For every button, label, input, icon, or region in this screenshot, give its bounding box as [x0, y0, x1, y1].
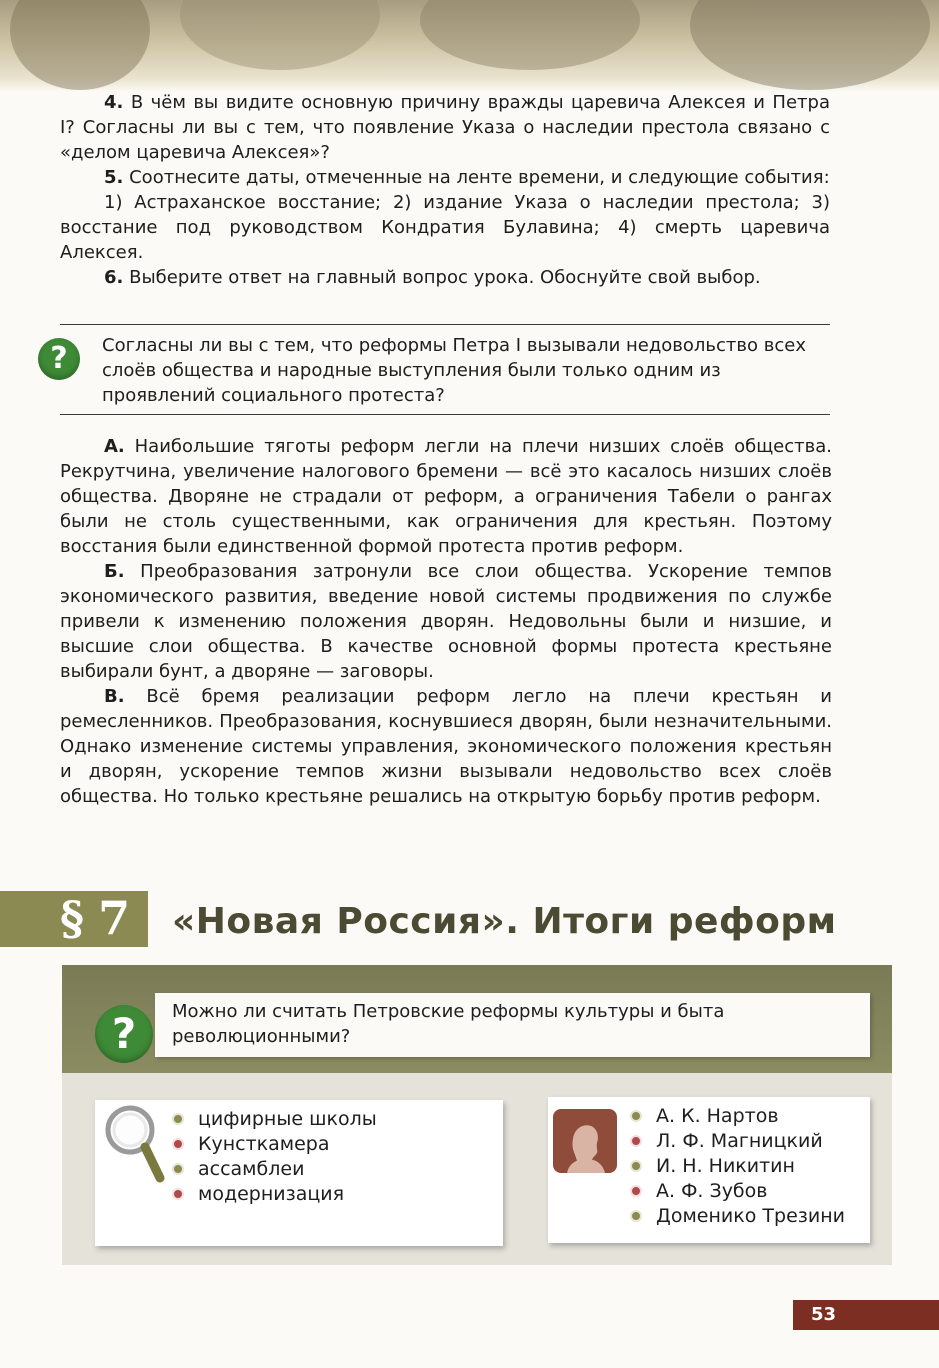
page-number: 53	[793, 1300, 939, 1330]
magnifier-icon	[100, 1100, 170, 1190]
question-mark-icon: ?	[38, 338, 80, 380]
key-terms-list	[172, 1107, 377, 1207]
answer-b: Б. Преобразования затронули все слои общества. Ускорение темпов экономического развития, введение новой системы продвижения по службе привели к изменению положения дворян. Недовольны были и низшие, и высшие слои общества. В качестве основной формы протеста крестьяне выбирали бунт, а дворяне — заговоры.	[60, 561, 832, 682]
bullet-icon	[630, 1135, 642, 1147]
problem-question: Согласны ли вы с тем, что реформы Петра I вызывали недовольство всех слоёв общества и народные выступления были только одним из проявлений социального протеста?	[102, 335, 806, 406]
divider-top	[60, 324, 830, 325]
list-item: модернизация	[172, 1182, 377, 1207]
bullet-icon	[172, 1113, 184, 1125]
bullet-icon	[630, 1210, 642, 1222]
question-4: 4. В чём вы видите основную причину вражды царевича Алексея и Петра I? Согласны ли вы с тем, что появление Указа о наследии престола связано с «делом царевича Алексея»?	[60, 92, 830, 163]
bullet-icon	[172, 1188, 184, 1200]
list-item: цифирные школы	[172, 1107, 377, 1132]
bullet-icon	[172, 1138, 184, 1150]
question-6: 6. Выберите ответ на главный вопрос урока. Обоснуйте свой выбор.	[104, 267, 761, 288]
section-number: § 7	[60, 891, 130, 945]
list-item: Кунсткамера	[172, 1132, 377, 1157]
bullet-icon	[172, 1163, 184, 1175]
answer-options	[60, 434, 832, 809]
lesson-question: Можно ли считать Петровские реформы культуры и быта революционными?	[172, 1001, 725, 1047]
list-item: ассамблеи	[172, 1157, 377, 1182]
list-item: Доменико Трезини	[630, 1204, 845, 1229]
header-banner-illustration	[0, 0, 939, 92]
section-title: «Новая Россия». Итоги реформ	[172, 901, 837, 942]
persons-list	[630, 1104, 845, 1229]
question-5-events: 1) Астраханское восстание; 2) издание Указа о наследии престола; 3) восстание под руководством Кондратия Булавина; 4) смерть царевича Алексея.	[60, 192, 830, 263]
question-5: 5. Соотнесите даты, отмеченные на ленте времени, и следующие события:	[104, 167, 830, 188]
bullet-icon	[630, 1160, 642, 1172]
bullet-icon	[630, 1185, 642, 1197]
list-item: А. К. Нартов	[630, 1104, 845, 1129]
answer-c: В. Всё бремя реализации реформ легло на плечи крестьян и ремесленников. Преобразования, коснувшиеся дворян, были незначительными. Однако изменение системы управления, экономического положения крестьян и дворян, ускорение темпов жизни вызывали недовольство всех слоёв общества. Но только крестьяне решались на открытую борьбу против реформ.	[60, 686, 832, 807]
review-questions	[60, 90, 830, 290]
list-item: Л. Ф. Магницкий	[630, 1129, 845, 1154]
answer-a: А. Наибольшие тяготы реформ легли на плечи низших слоёв общества. Рекрутчина, увеличение налогового бремени — всё это касалось низших слоёв общества. Дворяне не страдали от реформ, а ограничения Табели о рангах были не столь существенными, как ограничения для крестьян. Поэтому восстания были единственной формой протеста против реформ.	[60, 436, 832, 557]
divider-bottom	[60, 414, 830, 415]
list-item: И. Н. Никитин	[630, 1154, 845, 1179]
bullet-icon	[630, 1110, 642, 1122]
list-item: А. Ф. Зубов	[630, 1179, 845, 1204]
question-mark-icon: ?	[95, 1005, 153, 1063]
person-silhouette-icon	[553, 1109, 617, 1173]
